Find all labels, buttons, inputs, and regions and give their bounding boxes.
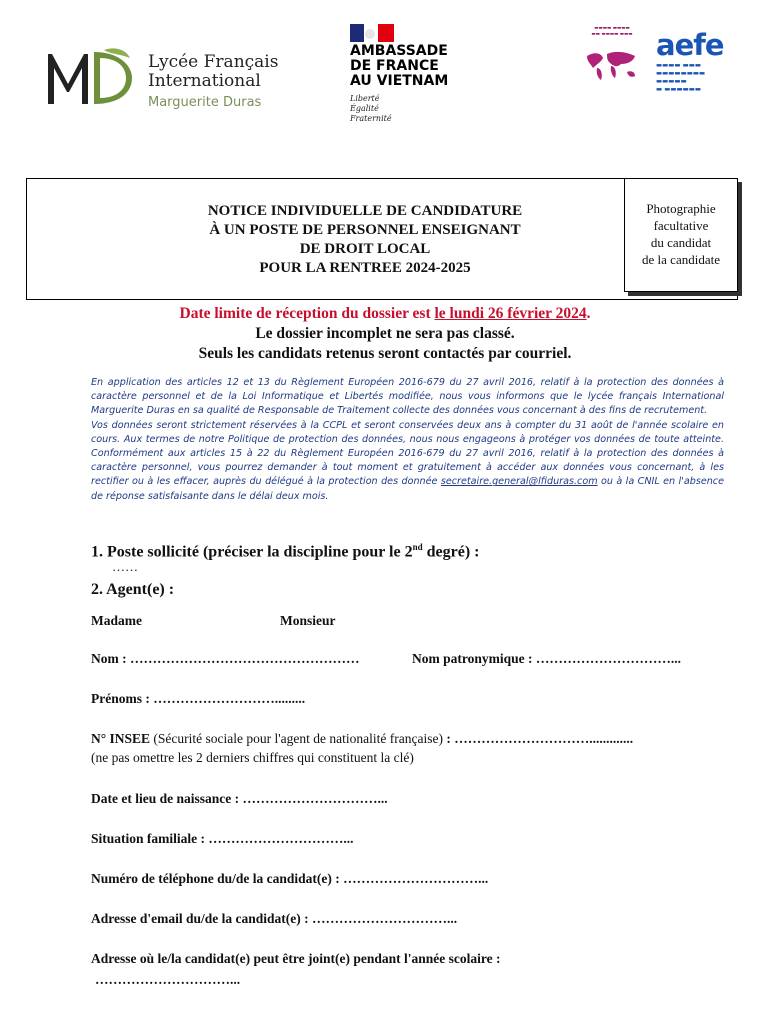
contact-notice: Seuls les candidats retenus seront contactés par courriel. [198, 345, 572, 362]
document-title [150, 202, 580, 278]
embassy-line3: AU VIETNAM [350, 73, 449, 89]
motto-liberte: Liberté [350, 94, 380, 103]
title-line2: À UN POSTE DE PERSONNEL ENSEIGNANT [209, 222, 521, 238]
title-line3: DE DROIT LOCAL [299, 241, 431, 257]
lfi-logo-text [148, 53, 278, 112]
option-monsieur[interactable]: Monsieur [280, 613, 336, 628]
photo-line4: de la candidate [642, 252, 720, 267]
lfi-subname: Marguerite Duras [148, 95, 262, 110]
world-map-icon [583, 46, 639, 84]
insee-dots: : …………………………............. [446, 731, 634, 746]
prenoms-field[interactable]: Prénoms : ………………………......... [91, 691, 306, 706]
situation-familiale-field[interactable]: Situation familiale : …………………………... [91, 831, 354, 846]
rgpd-paragraph-2 [91, 419, 724, 504]
embassy-logo-text [350, 44, 448, 89]
aefe-subtitle: ▬▬▬▬ ▬▬▬ ▬▬▬▬▬▬▬▬ ▬▬▬▬▬ ▬ ▬▬▬▬▬▬ [656, 61, 706, 93]
adresse-label: Adresse où le/la candidat(e) peut être joint(e) pendant l'année scolaire : [91, 951, 501, 966]
option-madame[interactable]: Madame [91, 613, 142, 628]
deadline-notice [20, 304, 750, 364]
adresse-field[interactable]: …………………………... [95, 972, 241, 987]
incomplete-warning: Le dossier incomplet ne sera pas classé. [255, 325, 515, 342]
photo-line3: du candidat [650, 235, 712, 250]
photo-caption [624, 200, 738, 268]
map-logo-caption: ▬▬▬▬ ▬▬▬▬ ▬▬ ▬▬▬▬ ▬▬▬ [591, 26, 633, 37]
section-1-label: 1. Poste sollicité (préciser la discipline pour le 2 [91, 543, 413, 561]
motto-fraternite: Fraternité [350, 114, 392, 123]
naissance-field[interactable]: Date et lieu de naissance : …………………………... [91, 791, 388, 806]
photo-line2: facultative [653, 218, 709, 233]
section-2-heading: 2. Agent(e) : [91, 581, 175, 598]
section-1-sup: nd [412, 542, 423, 552]
nom-patronymique-field[interactable]: Nom patronymique : …………………………... [412, 651, 682, 666]
data-protection-notice [91, 376, 724, 504]
insee-field[interactable] [91, 730, 633, 748]
secretary-email-link[interactable]: secretaire.general@lfiduras.com [440, 476, 598, 488]
embassy-line2: DE FRANCE [350, 58, 439, 74]
lfi-logo-icon [46, 44, 136, 106]
email-field[interactable]: Adresse d'email du/de la candidat(e) : …………………………... [91, 911, 458, 926]
photo-line1: Photographie [646, 201, 716, 216]
insee-label: N° INSEE [91, 731, 151, 746]
republic-motto [350, 94, 392, 124]
rgpd-paragraph-2-end: ou à la CNIL en l'absence de réponse satisfaisante dans le délai deux mois. [91, 476, 724, 502]
telephone-field[interactable]: Numéro de téléphone du/de la candidat(e) : …………………………... [91, 871, 489, 886]
section-1-label-end: degré) : [422, 543, 480, 561]
deadline-suffix: . [586, 305, 591, 322]
embassy-line1: AMBASSADE [350, 43, 448, 59]
deadline-line [20, 304, 750, 324]
title-line1: NOTICE INDIVIDUELLE DE CANDIDATURE [207, 203, 523, 219]
rgpd-paragraph-1: En application des articles 12 et 13 du Règlement Européen 2016-679 du 27 avril 2016, relatif à la protection des données à caractère personnel et de la Loi Informatique et Libertés modifiée, nous vous informons que le lycée français International Marguerite Duras en sa qualité de Responsable de Traitement collecte des données vous concernant à des fins de recrutement. [91, 377, 724, 417]
deadline-prefix: Date limite de réception du dossier est [179, 305, 435, 322]
nom-field[interactable]: Nom : …………………………………………… [91, 651, 360, 666]
republique-francaise-icon [350, 24, 394, 42]
insee-hint: (ne pas omettre les 2 derniers chiffres qui constituent la clé) [91, 750, 414, 765]
insee-note: (Sécurité sociale pour l'agent de nationalité française) [150, 731, 447, 746]
aefe-logo: aefe [656, 28, 724, 62]
title-line4: POUR LA RENTREE 2024-2025 [259, 260, 471, 276]
rgpd-paragraph-2-text: Vos données seront strictement réservées à la CCPL et seront conservées deux ans à compter du 31 août de l'année scolaire en cours. Aux termes de notre Politique de protection des données, nous nous engageons à protéger vos données de toute atteinte. Conformément aux articles 15 à 22 du Règlement Européen 2016-679 du 27 avril 2016, relatif à la protection des données à caractère personnel, vous pourrez demander à tout moment et gratuitement à accéder aux données vous concernant, à les rectifier ou à les effacer, auprès du délégué à la protection des donnée [91, 419, 724, 488]
motto-egalite: Égalité [350, 104, 379, 113]
lfi-name2: International [148, 71, 261, 91]
lfi-name: Lycée Français [148, 52, 279, 72]
section-1-heading [91, 537, 479, 562]
poste-field[interactable]: …… [112, 559, 138, 574]
deadline-date: le lundi 26 février 2024 [434, 305, 587, 322]
